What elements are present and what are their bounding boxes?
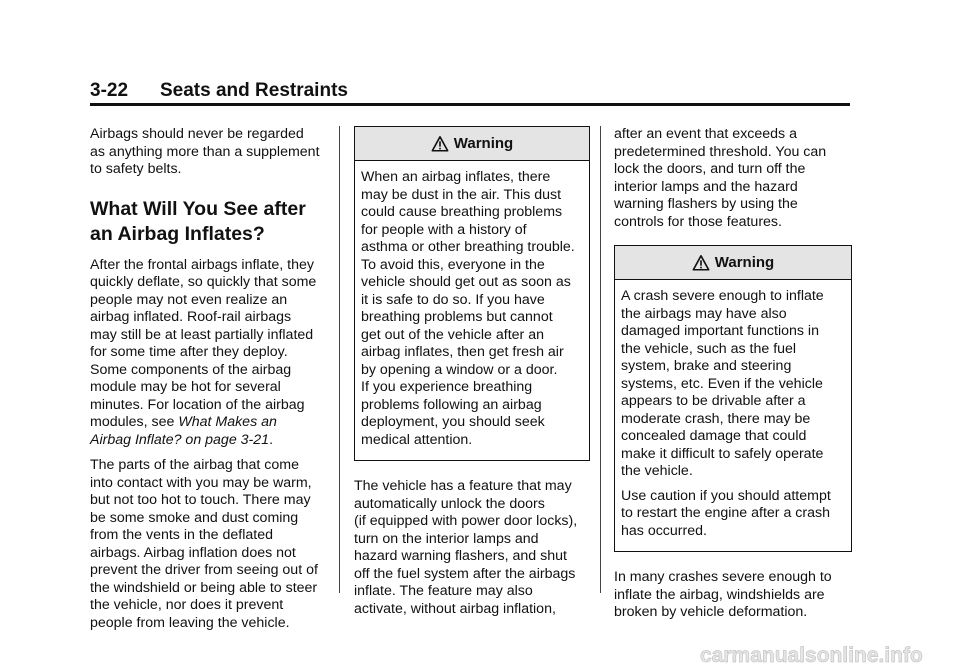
column-divider — [339, 126, 340, 593]
warning-body — [615, 280, 851, 551]
warning-label: Warning — [453, 134, 514, 152]
warning-label: Warning — [714, 253, 775, 271]
warning-triangle-icon — [692, 254, 710, 272]
warning-text: Use caution if you should attempt to restart the engine after a crash has occurred. — [621, 487, 831, 539]
header-rule — [90, 103, 850, 106]
feature-continued-paragraph: after an event that exceeds a predetermined threshold. You can lock the doors, and turn off the interior lamps and the hazard warning flashers by using the controls for those features. — [614, 126, 827, 230]
warning-text: A crash severe enough to inflate the airbags may have also damaged important functions in the vehicle, such as the fuel system, brake and steering systems, etc. Even if the vehicle appears to be drivable after a moderate crash, there may be concealed damage that could make it difficult to safely operate the vehicle. — [621, 288, 824, 479]
warning-header — [615, 246, 851, 280]
windshield-paragraph: In many crashes severe enough to inflate the airbag, windshields are broken by vehicle deformation. — [614, 569, 832, 620]
cross-reference-link[interactable]: Airbag Inflate? on page 3-21 — [90, 431, 270, 448]
warning-box — [614, 245, 852, 552]
intro-paragraph: Airbags should never be regarded as anything more than a supplement to safety belts. — [90, 126, 320, 177]
warning-box — [354, 126, 590, 461]
column-divider — [600, 126, 601, 593]
subsection-heading: What Will You See after an Airbag Inflates? — [90, 197, 306, 245]
column-1 — [90, 126, 330, 640]
column-3 — [614, 126, 852, 630]
warning-header — [355, 127, 589, 161]
page-number: 3-22 — [90, 80, 129, 101]
deflate-paragraph: After the frontal airbags inflate, they quickly deflate, so quickly that some people may not even realize an airbag inflated. Roof-rail airbags may still be at least partially inflated for some time after they deploy. Some components of the airbag module may be hot for several minutes. For location of the airbag modules, see What Makes an Airbag Inflate? on page 3-21. — [90, 256, 317, 448]
warning-triangle-icon — [431, 135, 449, 153]
parts-paragraph: The parts of the airbag that come into contact with you may be warm, but not too hot to touch. There may be some smoke and dust coming from the vents in the deflated airbags. Airbag inflation does not prevent the driver from seeing out of the windshield or being able to steer the vehicle, nor does it prevent people from leaving the vehicle. — [90, 457, 318, 631]
cross-reference-link[interactable]: What Makes an — [178, 414, 277, 430]
section-title: Seats and Restraints — [160, 80, 348, 101]
column-2 — [354, 126, 590, 626]
feature-paragraph: The vehicle has a feature that may automatically unlock the doors (if equipped with power door locks), turn on the interior lamps and hazard warning flashers, and shut off the fuel system after the airbags inflate. The feature may also activate, without airbag inflation, — [354, 478, 578, 617]
warning-text: When an airbag inflates, there may be dust in the air. This dust could cause breathing problems for people with a history of asthma or other breathing trouble. To avoid this, everyone in the vehicle should get out as soon as it is safe to do so. If you have breathing problems but cannot get out of the vehicle after an airbag inflates, then get fresh air by opening a window or a door. If you experience breathing problems following an airbag deployment, you should seek medical attention. — [361, 169, 575, 448]
warning-body — [355, 161, 589, 460]
svg-text:carmanualsonline.info: carmanualsonline.info — [700, 644, 923, 667]
